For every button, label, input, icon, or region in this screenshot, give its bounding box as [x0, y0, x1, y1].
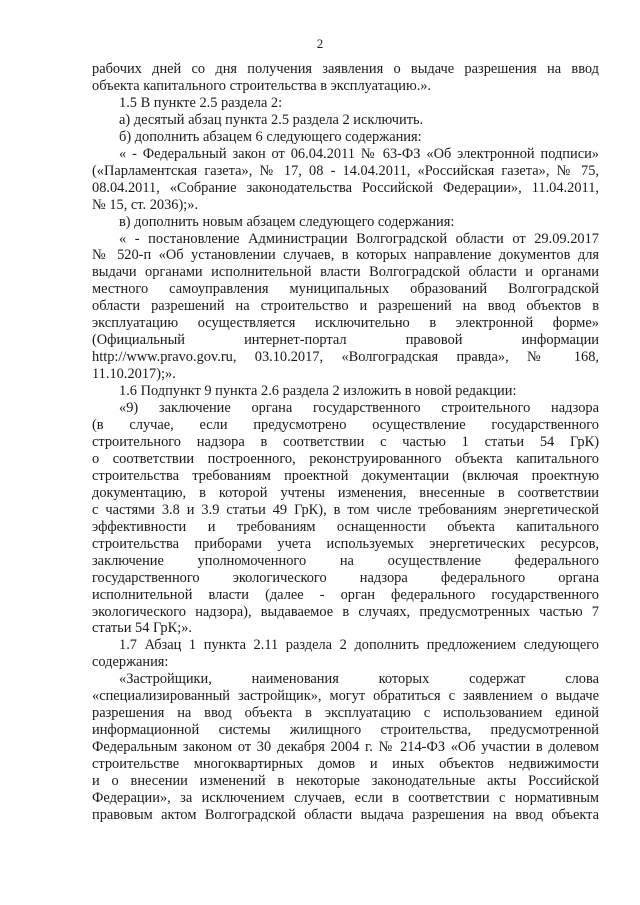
text-line: « - постановление Администрации Волгоградской области от 29.09.2017: [119, 230, 599, 247]
text-line: эксплуатацию осуществляется исключительно в электронной форме»: [92, 315, 599, 332]
text-line: документацию, в которой учтены изменения, внесенные в соответствии: [92, 484, 599, 501]
text-line: о соответствии построенного, реконструированного объекта капитального: [92, 450, 599, 467]
text-line: 1.5 В пункте 2.5 раздела 2:: [119, 94, 283, 111]
text-line: информационной системы жилищного строительства, предусмотренной: [92, 722, 599, 739]
text-line: «специализированный застройщик», могут обратиться с заявлением о выдаче: [92, 688, 599, 705]
text-line: правовым актом Волгоградской области выдача разрешения на ввод объекта: [92, 806, 599, 823]
text-line: 1.6 Подпункт 9 пункта 2.6 раздела 2 изложить в новой редакции:: [119, 383, 517, 400]
text-line: разрешения на ввод объекта в эксплуатацию с использованием единой: [92, 705, 599, 722]
text-line: государственного экологического надзора федерального органа: [92, 569, 599, 586]
text-line: («Парламентская газета», № 17, 08 - 14.04.2011, «Российская газета», № 75,: [92, 162, 599, 179]
text-line: заключение уполномоченного на осуществление федерального: [92, 552, 599, 569]
text-line: «Застройщики, наименования которых содержат слова: [119, 671, 599, 688]
text-line: строительства приборами учета используемых энергетических ресурсов,: [92, 535, 599, 552]
text-line: строительного надзора в соответствии с частью 1 статьи 54 ГрК): [92, 433, 599, 450]
text-line: http://www.pravo.gov.ru, 03.10.2017, «Волгоградская правда», № 168,: [92, 349, 599, 366]
text-line: « - Федеральный закон от 06.04.2011 № 63-ФЗ «Об электронной подписи»: [119, 145, 599, 162]
text-line: а) десятый абзац пункта 2.5 раздела 2 исключить.: [119, 111, 424, 128]
text-line: рабочих дней со дня получения заявления о выдаче разрешения на ввод: [92, 61, 599, 77]
text-line: строительства требованиям проектной документации (включая проектную: [92, 467, 599, 484]
text-line: № 15, ст. 2036);».: [92, 196, 199, 213]
text-line: объекта капитального строительства в эксплуатацию.».: [92, 77, 432, 94]
text-line: статьи 54 ГрК;».: [92, 620, 193, 637]
text-line: области разрешений на строительство и разрешений на ввод объектов в: [92, 298, 599, 315]
text-line: 11.10.2017);».: [92, 366, 176, 383]
text-line: исполнительной власти (далее - орган федерального государственного: [92, 586, 599, 603]
text-line: выдачи органами исполнительной власти Волгоградской области и органами: [92, 264, 599, 281]
text-line: 08.04.2011, «Собрание законодательства Российской Федерации», 11.04.2011,: [92, 179, 599, 196]
text-line: Федеральным законом от 30 декабря 2004 г. № 214-ФЗ «Об участии в долевом: [92, 739, 599, 756]
text-line: 1.7 Абзац 1 пункта 2.11 раздела 2 дополнить предложением следующего: [119, 637, 599, 654]
text-line: (в случае, если предусмотрено осуществление государственного: [92, 417, 599, 434]
text-line: местного самоуправления муниципальных образований Волгоградской: [92, 281, 599, 298]
text-line: в) дополнить новым абзацем следующего содержания:: [119, 213, 455, 230]
text-line: б) дополнить абзацем 6 следующего содержания:: [119, 128, 422, 145]
text-line: и о внесении изменений в некоторые законодательные акты Российской: [92, 773, 599, 790]
text-line: с частями 3.8 и 3.9 статьи 49 ГрК), в том числе требованиям энергетической: [92, 501, 599, 518]
text-line: строительстве многоквартирных домов и иных объектов недвижимости: [92, 756, 599, 773]
text-line: «9) заключение органа государственного строительного надзора: [119, 400, 599, 417]
document-body: [92, 61, 599, 824]
text-line: Федерации», за исключением случаев, если в соответствии с нормативным: [92, 789, 599, 806]
text-line: (Официальный интернет-портал правовой информации: [92, 332, 599, 349]
text-line: эффективности и требованиям оснащенности объекта капитального: [92, 518, 599, 535]
text-line: содержания:: [92, 654, 169, 671]
page-number: 2: [316, 36, 324, 51]
text-line: экологического надзора), выдаваемое в случаях, предусмотренных частью 7: [92, 603, 599, 620]
text-line: № 520-п «Об установлении случаев, в которых направление документов для: [92, 247, 599, 264]
